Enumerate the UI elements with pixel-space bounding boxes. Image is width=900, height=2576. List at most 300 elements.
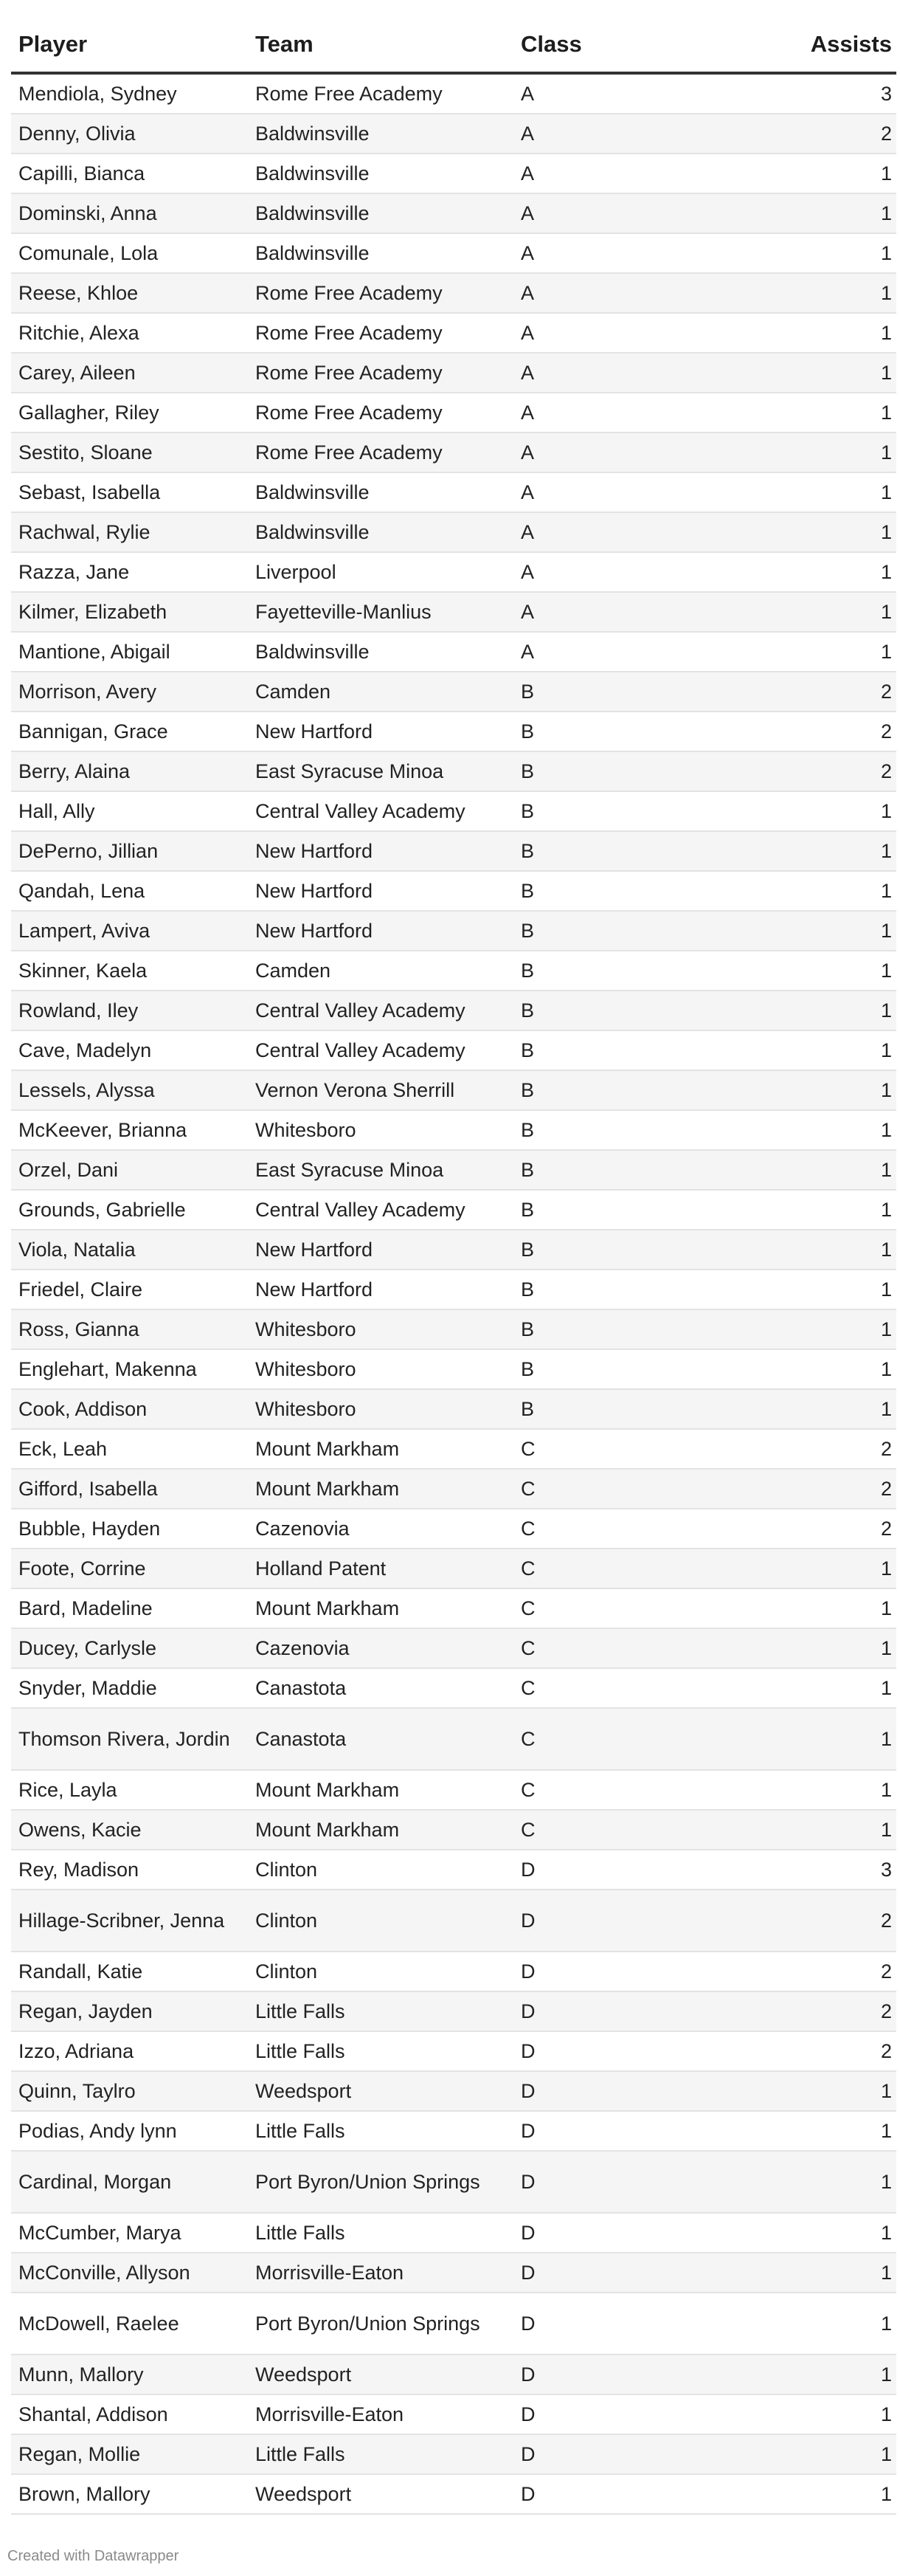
- column-header-class[interactable]: Class: [521, 31, 582, 57]
- table-row: [11, 1470, 896, 1509]
- cell-player: Dominski, Anna: [18, 202, 157, 224]
- cell-assists: 3: [880, 83, 892, 105]
- table-row: [11, 912, 896, 951]
- cell-assists: 1: [880, 441, 892, 464]
- cell-assists: 1: [880, 920, 892, 942]
- cell-team: East Syracuse Minoa: [255, 1159, 444, 1181]
- cell-class: A: [521, 162, 535, 185]
- cell-class: B: [521, 1119, 535, 1141]
- cell-team: Cazenovia: [255, 1637, 350, 1659]
- table-row: [11, 1230, 896, 1270]
- cell-class: A: [521, 322, 535, 344]
- cell-assists: 1: [880, 2443, 892, 2465]
- cell-team: Weedsport: [255, 2483, 352, 2505]
- cell-player: Hillage-Scribner, Jenna: [18, 1909, 225, 1932]
- cell-team: Baldwinsville: [255, 481, 370, 503]
- cell-player: Gifford, Isabella: [18, 1478, 158, 1500]
- cell-team: Rome Free Academy: [255, 322, 443, 344]
- table-row: [11, 712, 896, 752]
- cell-player: Ross, Gianna: [18, 1318, 139, 1340]
- table-row: [11, 1850, 896, 1890]
- cell-assists: 1: [880, 2262, 892, 2284]
- cell-player: Munn, Mallory: [18, 2363, 144, 2386]
- cell-assists: 1: [880, 1239, 892, 1261]
- cell-team: Whitesboro: [255, 1358, 356, 1380]
- cell-assists: 1: [880, 242, 892, 264]
- cell-assists: 2: [880, 123, 892, 145]
- cell-class: A: [521, 641, 535, 663]
- cell-player: Quinn, Taylro: [18, 2080, 136, 2102]
- table-row: [11, 1071, 896, 1111]
- cell-team: Baldwinsville: [255, 202, 370, 224]
- cell-class: B: [521, 880, 535, 902]
- cell-team: Baldwinsville: [255, 521, 370, 543]
- cell-team: Rome Free Academy: [255, 362, 443, 384]
- cell-player: McCumber, Marya: [18, 2222, 181, 2244]
- cell-class: D: [521, 2403, 536, 2425]
- table-row: [11, 2395, 896, 2435]
- cell-team: New Hartford: [255, 920, 373, 942]
- cell-class: C: [521, 1637, 536, 1659]
- cell-assists: 1: [880, 162, 892, 185]
- table-row: [11, 1629, 896, 1669]
- table-row: [11, 473, 896, 513]
- cell-team: Baldwinsville: [255, 162, 370, 185]
- cell-player: Owens, Kacie: [18, 1819, 142, 1841]
- cell-class: C: [521, 1518, 536, 1540]
- cell-class: B: [521, 681, 535, 703]
- cell-class: C: [521, 1779, 536, 1801]
- cell-class: D: [521, 2120, 536, 2142]
- cell-team: Central Valley Academy: [255, 1199, 465, 1221]
- cell-player: Brown, Mallory: [18, 2483, 150, 2505]
- cell-player: Gallagher, Riley: [18, 402, 159, 424]
- cell-team: Rome Free Academy: [255, 441, 443, 464]
- cell-assists: 1: [880, 1677, 892, 1699]
- cell-assists: 2: [880, 760, 892, 782]
- cell-assists: 2: [880, 1909, 892, 1932]
- cell-team: Canastota: [255, 1677, 347, 1699]
- table-row: [11, 991, 896, 1031]
- cell-assists: 2: [880, 1518, 892, 1540]
- cell-team: Little Falls: [255, 2000, 345, 2022]
- cell-team: Canastota: [255, 1728, 347, 1750]
- cell-team: Baldwinsville: [255, 242, 370, 264]
- table-row: [11, 194, 896, 234]
- cell-class: B: [521, 1239, 535, 1261]
- cell-assists: 1: [880, 362, 892, 384]
- cell-team: Whitesboro: [255, 1318, 356, 1340]
- cell-player: Sebast, Isabella: [18, 481, 161, 503]
- cell-assists: 1: [880, 1358, 892, 1380]
- cell-team: New Hartford: [255, 720, 373, 743]
- table-row: [11, 1992, 896, 2032]
- table-row: [11, 951, 896, 991]
- table-row: [11, 1709, 896, 1771]
- cell-assists: 1: [880, 1728, 892, 1750]
- cell-class: A: [521, 521, 535, 543]
- table-row: [11, 274, 896, 314]
- cell-player: McConville, Allyson: [18, 2262, 190, 2284]
- cell-assists: 1: [880, 561, 892, 583]
- cell-assists: 1: [880, 1318, 892, 1340]
- cell-class: D: [521, 1960, 536, 1983]
- cell-class: C: [521, 1677, 536, 1699]
- cell-assists: 1: [880, 1597, 892, 1619]
- cell-assists: 1: [880, 2403, 892, 2425]
- cell-team: Baldwinsville: [255, 123, 370, 145]
- cell-player: Rice, Layla: [18, 1779, 117, 1801]
- cell-assists: 1: [880, 2222, 892, 2244]
- cell-assists: 2: [880, 1960, 892, 1983]
- cell-class: D: [521, 1859, 536, 1881]
- cell-player: Shantal, Addison: [18, 2403, 168, 2425]
- table-row: [11, 154, 896, 194]
- cell-class: A: [521, 481, 535, 503]
- table-row: [11, 752, 896, 792]
- table-row: [11, 513, 896, 553]
- cell-player: Sestito, Sloane: [18, 441, 153, 464]
- cell-player: Morrison, Avery: [18, 681, 157, 703]
- cell-team: New Hartford: [255, 1278, 373, 1301]
- cell-player: Cardinal, Morgan: [18, 2171, 172, 2193]
- cell-team: Rome Free Academy: [255, 83, 443, 105]
- cell-class: B: [521, 1358, 535, 1380]
- cell-assists: 1: [880, 2312, 892, 2335]
- cell-class: B: [521, 1079, 535, 1101]
- cell-class: B: [521, 920, 535, 942]
- cell-class: C: [521, 1819, 536, 1841]
- cell-class: D: [521, 2000, 536, 2022]
- cell-player: DePerno, Jillian: [18, 840, 159, 862]
- cell-player: Mendiola, Sydney: [18, 83, 177, 105]
- cell-team: Clinton: [255, 1859, 318, 1881]
- cell-player: McKeever, Brianna: [18, 1119, 187, 1141]
- cell-class: A: [521, 402, 535, 424]
- table-row: [11, 1390, 896, 1430]
- cell-assists: 1: [880, 2171, 892, 2193]
- table-row: [11, 2214, 896, 2253]
- table-row: [11, 1111, 896, 1151]
- cell-player: Bannigan, Grace: [18, 720, 168, 743]
- cell-player: Lessels, Alyssa: [18, 1079, 155, 1101]
- cell-assists: 1: [880, 1637, 892, 1659]
- cell-team: Baldwinsville: [255, 641, 370, 663]
- cell-team: Whitesboro: [255, 1119, 356, 1141]
- cell-class: D: [521, 2363, 536, 2386]
- cell-assists: 1: [880, 1199, 892, 1221]
- cell-class: B: [521, 1159, 535, 1181]
- cell-team: Vernon Verona Sherrill: [255, 1079, 455, 1101]
- table-row: [11, 1952, 896, 1992]
- table-row: [11, 1350, 896, 1390]
- cell-class: A: [521, 83, 535, 105]
- cell-class: A: [521, 282, 535, 304]
- cell-team: Mount Markham: [255, 1779, 400, 1801]
- cell-team: Fayetteville-Manlius: [255, 601, 432, 623]
- column-header-player[interactable]: Player: [18, 31, 88, 57]
- cell-class: B: [521, 1398, 535, 1420]
- cell-player: Podias, Andy lynn: [18, 2120, 177, 2142]
- table-row: [11, 593, 896, 633]
- cell-assists: 1: [880, 1159, 892, 1181]
- table-row: [11, 234, 896, 274]
- cell-player: Ducey, Carlysle: [18, 1637, 157, 1659]
- cell-team: Mount Markham: [255, 1478, 400, 1500]
- cell-team: New Hartford: [255, 840, 373, 862]
- cell-assists: 1: [880, 282, 892, 304]
- cell-class: B: [521, 1199, 535, 1221]
- cell-player: Foote, Corrine: [18, 1557, 146, 1580]
- table-row: [11, 1151, 896, 1191]
- cell-team: Little Falls: [255, 2040, 345, 2062]
- cell-team: Mount Markham: [255, 1597, 400, 1619]
- table-row: [11, 672, 896, 712]
- table-row: [11, 553, 896, 593]
- cell-assists: 1: [880, 1079, 892, 1101]
- cell-class: C: [521, 1597, 536, 1619]
- cell-team: Central Valley Academy: [255, 1039, 465, 1061]
- table-row: [11, 75, 896, 114]
- cell-class: D: [521, 2443, 536, 2465]
- cell-assists: 1: [880, 1119, 892, 1141]
- table-row: [11, 2072, 896, 2112]
- cell-class: D: [521, 2262, 536, 2284]
- cell-team: Camden: [255, 960, 331, 982]
- cell-player: Friedel, Claire: [18, 1278, 143, 1301]
- cell-player: Bard, Madeline: [18, 1597, 153, 1619]
- cell-team: Mount Markham: [255, 1819, 400, 1841]
- table-row: [11, 2253, 896, 2293]
- table-row: [11, 2112, 896, 2152]
- cell-player: Mantione, Abigail: [18, 641, 170, 663]
- table-row: [11, 1771, 896, 1811]
- cell-player: Regan, Jayden: [18, 2000, 153, 2022]
- cell-assists: 1: [880, 601, 892, 623]
- cell-player: Skinner, Kaela: [18, 960, 148, 982]
- cell-class: A: [521, 441, 535, 464]
- cell-class: A: [521, 362, 535, 384]
- cell-team: Port Byron/Union Springs: [255, 2312, 480, 2335]
- cell-team: New Hartford: [255, 1239, 373, 1261]
- cell-player: Comunale, Lola: [18, 242, 159, 264]
- cell-class: B: [521, 1039, 535, 1061]
- cell-class: A: [521, 561, 535, 583]
- cell-assists: 1: [880, 1779, 892, 1801]
- table-row: [11, 354, 896, 393]
- cell-team: Mount Markham: [255, 1438, 400, 1460]
- cell-class: D: [521, 1909, 536, 1932]
- cell-class: D: [521, 2222, 536, 2244]
- cell-player: Thomson Rivera, Jordin: [18, 1728, 230, 1750]
- cell-assists: 1: [880, 322, 892, 344]
- cell-assists: 2: [880, 681, 892, 703]
- cell-team: East Syracuse Minoa: [255, 760, 444, 782]
- cell-player: Snyder, Maddie: [18, 1677, 157, 1699]
- cell-team: Little Falls: [255, 2222, 345, 2244]
- cell-class: B: [521, 840, 535, 862]
- cell-class: B: [521, 1318, 535, 1340]
- cell-player: Eck, Leah: [18, 1438, 108, 1460]
- cell-player: Rey, Madison: [18, 1859, 139, 1881]
- cell-player: Grounds, Gabrielle: [18, 1199, 186, 1221]
- cell-assists: 1: [880, 1278, 892, 1301]
- cell-assists: 1: [880, 2483, 892, 2505]
- cell-class: D: [521, 2080, 536, 2102]
- cell-assists: 1: [880, 402, 892, 424]
- cell-class: D: [521, 2483, 536, 2505]
- cell-assists: 1: [880, 521, 892, 543]
- cell-class: B: [521, 800, 535, 822]
- cell-player: Berry, Alaina: [18, 760, 131, 782]
- cell-team: Little Falls: [255, 2443, 345, 2465]
- column-header-team[interactable]: Team: [255, 31, 314, 57]
- cell-class: B: [521, 1278, 535, 1301]
- cell-assists: 2: [880, 720, 892, 743]
- cell-player: Regan, Mollie: [18, 2443, 141, 2465]
- table-row: [11, 2152, 896, 2214]
- cell-assists: 1: [880, 960, 892, 982]
- cell-class: C: [521, 1478, 536, 1500]
- cell-player: Razza, Jane: [18, 561, 130, 583]
- cell-assists: 1: [880, 880, 892, 902]
- cell-team: Holland Patent: [255, 1557, 387, 1580]
- cell-assists: 2: [880, 2040, 892, 2062]
- table-row: [11, 832, 896, 872]
- cell-team: Clinton: [255, 1960, 318, 1983]
- cell-assists: 2: [880, 1438, 892, 1460]
- cell-class: B: [521, 999, 535, 1022]
- cell-team: Whitesboro: [255, 1398, 356, 1420]
- table-row: [11, 1270, 896, 1310]
- cell-assists: 1: [880, 1819, 892, 1841]
- cell-player: Rachwal, Rylie: [18, 521, 150, 543]
- table-row: [11, 1191, 896, 1230]
- cell-class: C: [521, 1438, 536, 1460]
- cell-team: Cazenovia: [255, 1518, 350, 1540]
- cell-assists: 1: [880, 840, 892, 862]
- cell-assists: 1: [880, 2080, 892, 2102]
- table-row: [11, 1589, 896, 1629]
- column-header-assists[interactable]: Assists: [810, 31, 892, 57]
- cell-team: Camden: [255, 681, 331, 703]
- table-row: [11, 2475, 896, 2515]
- table-row: [11, 633, 896, 672]
- table-row: [11, 1509, 896, 1549]
- cell-assists: 1: [880, 999, 892, 1022]
- cell-player: Capilli, Bianca: [18, 162, 145, 185]
- cell-class: A: [521, 601, 535, 623]
- cell-team: Rome Free Academy: [255, 402, 443, 424]
- cell-player: Randall, Katie: [18, 1960, 143, 1983]
- cell-assists: 1: [880, 1557, 892, 1580]
- cell-player: Cave, Madelyn: [18, 1039, 152, 1061]
- cell-class: B: [521, 960, 535, 982]
- cell-class: A: [521, 202, 535, 224]
- cell-class: C: [521, 1557, 536, 1580]
- cell-class: D: [521, 2171, 536, 2193]
- table-row: [11, 2355, 896, 2395]
- cell-assists: 1: [880, 2120, 892, 2142]
- cell-assists: 1: [880, 800, 892, 822]
- cell-player: Carey, Aileen: [18, 362, 136, 384]
- cell-class: C: [521, 1728, 536, 1750]
- table-row: [11, 314, 896, 354]
- cell-assists: 3: [880, 1859, 892, 1881]
- table-row: [11, 1549, 896, 1589]
- cell-player: McDowell, Raelee: [18, 2312, 179, 2335]
- cell-player: Qandah, Lena: [18, 880, 145, 902]
- cell-player: Ritchie, Alexa: [18, 322, 139, 344]
- cell-player: Lampert, Aviva: [18, 920, 150, 942]
- table-row: [11, 872, 896, 912]
- cell-team: Clinton: [255, 1909, 318, 1932]
- assists-table: [11, 0, 896, 2515]
- cell-team: Little Falls: [255, 2120, 345, 2142]
- cell-player: Denny, Olivia: [18, 123, 136, 145]
- table-header: [11, 0, 896, 75]
- cell-player: Bubble, Hayden: [18, 1518, 161, 1540]
- table-row: [11, 2032, 896, 2072]
- table-row: [11, 433, 896, 473]
- table-body: [11, 75, 896, 2515]
- cell-class: A: [521, 123, 535, 145]
- cell-player: Rowland, Iley: [18, 999, 139, 1022]
- cell-class: D: [521, 2312, 536, 2335]
- cell-player: Izzo, Adriana: [18, 2040, 134, 2062]
- table-row: [11, 1669, 896, 1709]
- cell-class: A: [521, 242, 535, 264]
- table-row: [11, 1310, 896, 1350]
- cell-team: Central Valley Academy: [255, 999, 465, 1022]
- cell-assists: 2: [880, 1478, 892, 1500]
- cell-player: Orzel, Dani: [18, 1159, 119, 1181]
- cell-assists: 1: [880, 202, 892, 224]
- table-row: [11, 1890, 896, 1952]
- cell-team: Liverpool: [255, 561, 336, 583]
- cell-class: D: [521, 2040, 536, 2062]
- table-row: [11, 1430, 896, 1470]
- cell-assists: 2: [880, 2000, 892, 2022]
- cell-team: Weedsport: [255, 2363, 352, 2386]
- cell-team: Rome Free Academy: [255, 282, 443, 304]
- cell-player: Englehart, Makenna: [18, 1358, 197, 1380]
- cell-assists: 1: [880, 481, 892, 503]
- cell-assists: 1: [880, 641, 892, 663]
- table-row: [11, 2435, 896, 2475]
- cell-team: Central Valley Academy: [255, 800, 465, 822]
- table-row: [11, 393, 896, 433]
- footer-credit: Created with Datawrapper: [7, 2548, 179, 2564]
- table-row: [11, 114, 896, 154]
- cell-team: Morrisville-Eaton: [255, 2262, 404, 2284]
- cell-class: B: [521, 720, 535, 743]
- cell-team: Port Byron/Union Springs: [255, 2171, 480, 2193]
- table-row: [11, 2293, 896, 2355]
- cell-player: Hall, Ally: [18, 800, 95, 822]
- table-row: [11, 792, 896, 832]
- cell-player: Cook, Addison: [18, 1398, 148, 1420]
- cell-player: Viola, Natalia: [18, 1239, 136, 1261]
- cell-team: Weedsport: [255, 2080, 352, 2102]
- cell-team: New Hartford: [255, 880, 373, 902]
- cell-assists: 1: [880, 1398, 892, 1420]
- cell-team: Morrisville-Eaton: [255, 2403, 404, 2425]
- table-row: [11, 1811, 896, 1850]
- cell-player: Kilmer, Elizabeth: [18, 601, 167, 623]
- cell-player: Reese, Khloe: [18, 282, 139, 304]
- table-row: [11, 1031, 896, 1071]
